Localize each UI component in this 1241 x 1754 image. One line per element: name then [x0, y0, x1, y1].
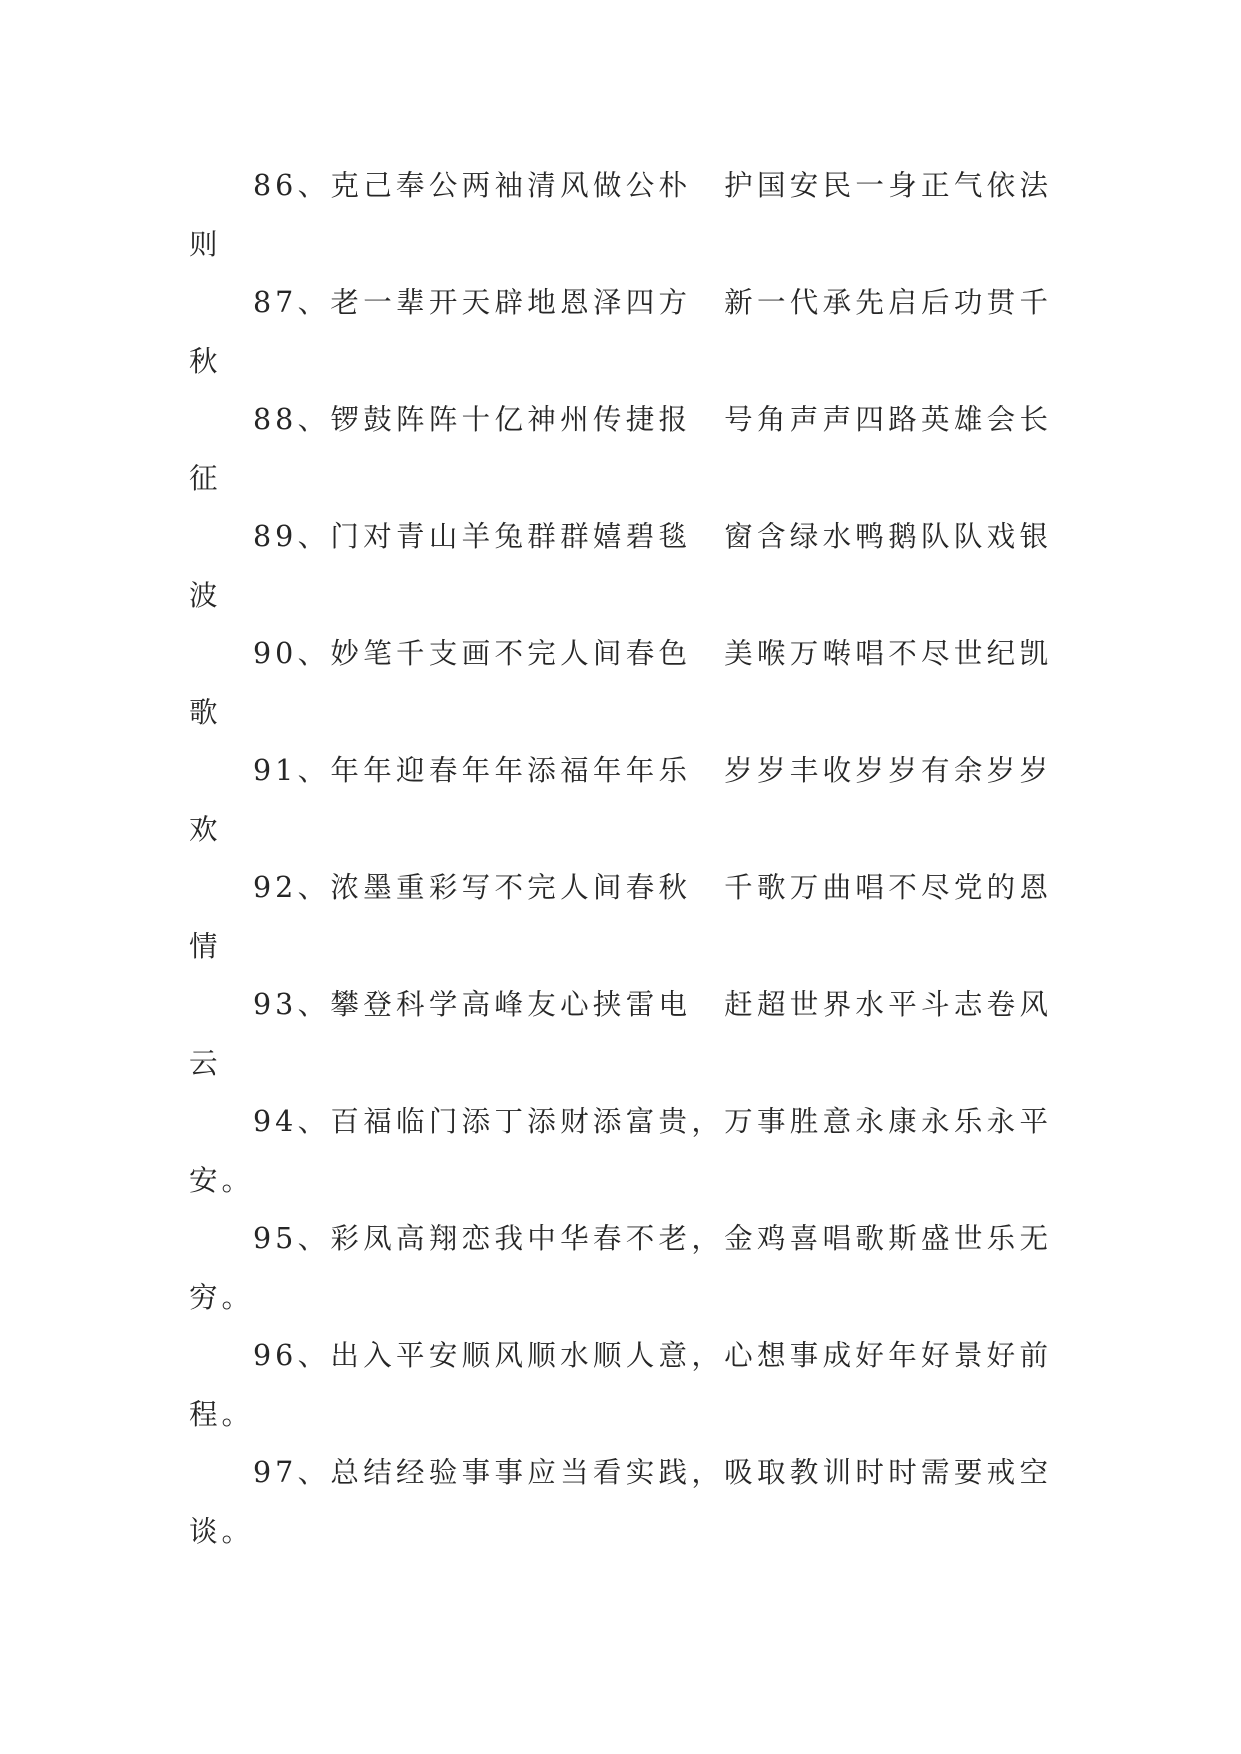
couplet-86: 86、克己奉公两袖清风做公朴 护国安民一身正气依法则	[189, 169, 1052, 261]
couplet-97: 97、总结经验事事应当看实践，吸取教训时时需要戒空谈。	[189, 1456, 1052, 1548]
couplet-89: 89、门对青山羊兔群群嬉碧毯 窗含绿水鸭鹅队队戏银波	[189, 520, 1052, 612]
couplet-95: 95、彩凤高翔恋我中华春不老，金鸡喜唱歌斯盛世乐无穷。	[189, 1222, 1052, 1314]
couplet-94: 94、百福临门添丁添财添富贵，万事胜意永康永乐永平安。	[189, 1105, 1052, 1197]
couplet-90: 90、妙笔千支画不完人间春色 美喉万啭唱不尽世纪凯歌	[189, 637, 1052, 729]
couplet-87: 87、老一辈开天辟地恩泽四方 新一代承先启后功贯千秋	[189, 286, 1052, 378]
couplet-93: 93、攀登科学高峰友心挟雷电 赶超世界水平斗志卷风云	[189, 988, 1052, 1080]
couplet-91: 91、年年迎春年年添福年年乐 岁岁丰收岁岁有余岁岁欢	[189, 754, 1052, 846]
couplet-96: 96、出入平安顺风顺水顺人意，心想事成好年好景好前程。	[189, 1339, 1052, 1431]
couplet-92: 92、浓墨重彩写不完人间春秋 千歌万曲唱不尽党的恩情	[189, 871, 1052, 963]
couplet-list	[189, 157, 1052, 1561]
couplet-88: 88、锣鼓阵阵十亿神州传捷报 号角声声四路英雄会长征	[189, 403, 1052, 495]
